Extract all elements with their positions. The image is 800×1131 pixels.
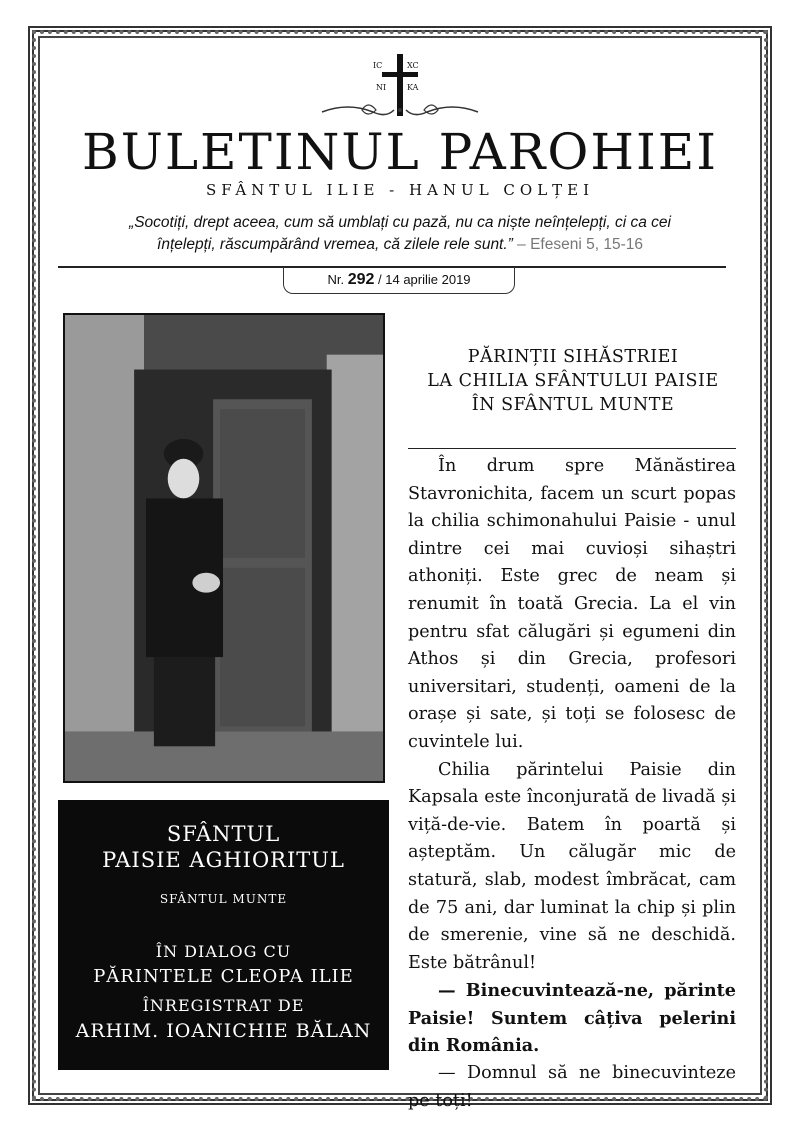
article-title-line-1: PĂRINȚII SIHĂSTRIEI	[467, 347, 679, 367]
promo-line-1: SFÂNTUL	[166, 822, 281, 846]
article-paragraph-3: — Binecuvintează-ne, părinte Paisie! Suntem câțiva pelerini din România.	[408, 980, 736, 1057]
parish-subtitle: SFÂNTUL ILIE - HANUL COLȚEI	[205, 181, 595, 199]
article-paragraph-2: Chilia părintelui Paisie din Kapsala este înconjurată de livadă și viță-de-vie. Batem în poartă și așteptăm. Un călugăr mic de statură, slab, modest îmbrăcat, cam de 75 ani, dar luminat la chip și plin de smerenie, vine să ne deschidă. Este bătrânul!	[408, 759, 736, 973]
issue-prefix: Nr.	[327, 272, 345, 287]
promo-line-7: ARHIM. IOANICHIE BĂLAN	[75, 1020, 372, 1042]
promo-line-6: ÎNREGISTRAT DE	[142, 996, 305, 1015]
article-title-line-3: ÎN SFÂNTUL MUNTE	[471, 395, 675, 415]
article-paragraph-1: În drum spre Mănăstirea Stavronichita, facem un scurt popas la chilia schimonahului Paisie - unul dintre cei mai cuvioși sihaștri athoniți. Este grec de neam și renumit în toată Grecia. La el vin pentru sfat călugări și egumeni din Athos și din Grecia, profesori universitari, studenți, oameni de la orașe și sate, și toți se folosesc de cuvintele lui.	[408, 456, 736, 752]
quote-line-1: „Socotiți, drept aceea, cum să umblați cu pază, nu ca niște neînțelepți, ci ca cei	[129, 214, 671, 231]
book-promo-box	[58, 800, 389, 1070]
cross-letter-ka: KA	[407, 83, 419, 92]
promo-line-5: PĂRINTELE CLEOPA ILIE	[93, 966, 354, 987]
monk-photo	[63, 313, 385, 783]
promo-line-2: PAISIE AGHIORITUL	[102, 848, 345, 872]
issue-number: 292	[347, 271, 375, 288]
cross-letter-xc: XC	[407, 61, 419, 70]
article-paragraph-4: — Domnul să ne binecuvinteze pe toți!	[408, 1063, 736, 1111]
issue-tab	[283, 267, 515, 294]
scripture-quote	[80, 212, 720, 256]
cross-letter-ic: IC	[373, 61, 383, 70]
article-title	[408, 345, 738, 417]
quote-source: – Efeseni 5, 15-16	[517, 236, 643, 253]
article-title-line-2: LA CHILIA SFÂNTULUI PAISIE	[427, 371, 719, 391]
promo-line-4: ÎN DIALOG CU	[155, 942, 292, 961]
bulletin-title: BULETINUL PAROHIEI	[81, 123, 719, 181]
issue-date: / 14 aprilie 2019	[378, 272, 471, 287]
promo-line-3: SFÂNTUL MUNTE	[159, 892, 288, 906]
flourish-ornament-icon	[318, 98, 482, 120]
cross-letter-ni: NI	[376, 83, 387, 92]
quote-line-2: înțelepți, răscumpărând vremea, că zilele rele sunt.”	[157, 236, 513, 253]
article-title-rule	[408, 448, 736, 449]
article-body	[408, 453, 736, 1115]
